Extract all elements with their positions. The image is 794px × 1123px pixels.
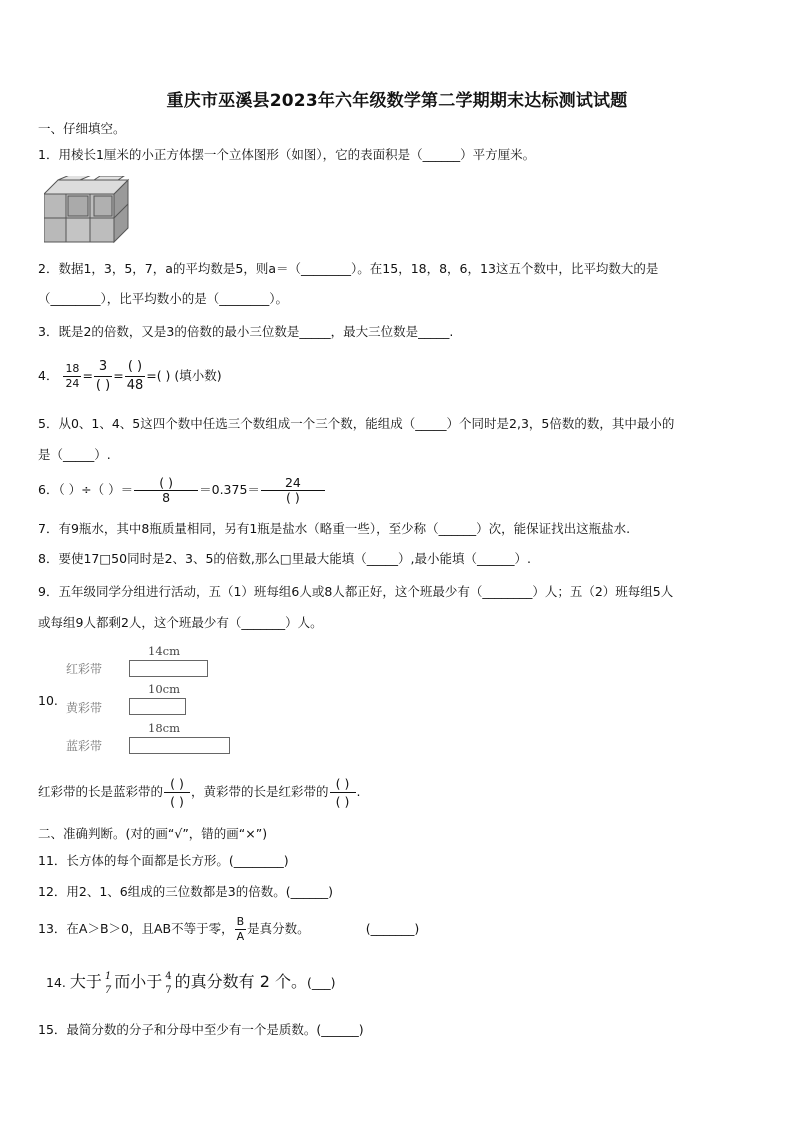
section-heading-fill-in: 一、仔细填空。 [38, 121, 126, 136]
q6-prefix: 6．（ ）÷（ ）＝ [38, 482, 134, 497]
q14-f2-denominator: 7 [165, 984, 172, 996]
page-title: 重庆市巫溪县2023年六年级数学第二学期期末达标测试试题 [166, 91, 628, 111]
q13-post: 是真分数。 [247, 921, 310, 936]
q6-fraction-1 [134, 476, 198, 505]
q4-f2-denominator: ( ) [95, 378, 111, 393]
q4-f1-denominator: 24 [65, 377, 80, 390]
q10-f2-numerator: ( ) [330, 775, 356, 793]
q14-blank: (___) [307, 975, 336, 990]
q14-fraction-1 [103, 970, 113, 998]
q10-text-2: ，黄彩带的长是红彩带的 [191, 784, 329, 799]
q14-fraction-2 [163, 970, 173, 998]
question-6 [38, 472, 326, 508]
question-15: 15．最简分数的分子和分母中至少有一个是质数。(______) [38, 1022, 364, 1037]
q6-f1-denominator: 8 [162, 490, 171, 505]
question-4 [38, 356, 222, 396]
cube-figure [44, 176, 134, 246]
question-12: 12．用2、1、6组成的三位数都是3的倍数。(______) [38, 884, 333, 899]
yellow-ribbon-bar [129, 698, 186, 715]
q14-f2-numerator: 4 [165, 970, 172, 982]
q4-f3-denominator: 48 [126, 378, 144, 393]
q4-f2-numerator: 3 [94, 358, 112, 377]
q10-f2-denominator: ( ) [335, 794, 350, 809]
question-3: 3．既是2的倍数，又是3的倍数的最小三位数是_____，最大三位数是_____. [38, 324, 454, 339]
question-5-line-1: 5．从0、1、4、5这四个数中任选三个数组成一个三个数，能组成（_____）个同时是2,3，5倍数的数，其中最小的 [38, 416, 675, 431]
q6-f2-denominator: ( ) [286, 490, 300, 505]
q10-text-1: 红彩带的长是蓝彩带的 [38, 784, 164, 799]
q13-denominator: A [236, 930, 245, 943]
question-9-line-2: 或每组9人都剩2人，这个班最少有（_______）人。 [38, 615, 323, 630]
q6-f2-numerator: 24 [261, 476, 325, 491]
q6-fraction-2 [261, 476, 325, 505]
question-2-line-2: （________），比平均数小的是（________）。 [38, 291, 289, 306]
question-14 [46, 962, 336, 1003]
question-1: 1．用棱长1厘米的小正方体摆一个立体图形（如图），它的表面积是（______）平方厘米。 [38, 147, 536, 162]
section-heading-judgement: 二、准确判断。(对的画“√”，错的画“×”) [38, 826, 268, 841]
q4-fraction-3 [125, 358, 146, 395]
q10-fraction-1 [164, 775, 190, 810]
q4-f1-numerator: 18 [65, 362, 80, 375]
blue-ribbon-label: 蓝彩带 [66, 739, 103, 753]
question-11: 11．长方体的每个面都是长方形。(________) [38, 853, 289, 868]
red-ribbon-length: 14cm [148, 644, 180, 658]
q14-text-3: 的真分数有 2 个。 [174, 972, 308, 991]
q13-fraction [235, 915, 247, 944]
question-7: 7．有9瓶水，其中8瓶质量相同，另有1瓶是盐水（略重一些），至少称（______）次，能保证找出这瓶盐水. [38, 521, 631, 536]
q14-f1-numerator: 1 [104, 970, 112, 982]
q10-f1-numerator: ( ) [164, 775, 190, 793]
red-ribbon-label: 红彩带 [66, 662, 103, 676]
question-5-line-2: 是（_____）. [38, 447, 111, 462]
red-ribbon-bar [129, 660, 208, 677]
yellow-ribbon-label: 黄彩带 [66, 701, 103, 715]
q4-equals-2: = [113, 368, 124, 383]
q6-middle: ＝0.375＝ [199, 482, 260, 497]
question-10-text [38, 772, 361, 812]
q10-number: 10. [38, 693, 58, 708]
q13-blank: (_______) [365, 921, 420, 936]
question-9-line-1: 9．五年级同学分组进行活动，五（1）班每组6人或8人都正好，这个班最少有（________）人；五（2）班每组5人 [38, 584, 674, 599]
q10-fraction-2 [330, 775, 356, 810]
q4-equals: = [82, 368, 93, 383]
question-8: 8．要使17□50同时是2、3、5的倍数,那么□里最大能填（_____）,最小能填（______）. [38, 551, 531, 566]
q13-prefix: 13．在A＞B＞0，且AB不等于零， [38, 921, 234, 936]
q10-end: . [356, 784, 361, 799]
q14-text-1: 大于 [69, 972, 102, 991]
q14-f1-denominator: 7 [104, 984, 112, 996]
q13-numerator: B [236, 915, 245, 928]
yellow-ribbon-length: 10cm [148, 682, 180, 696]
q4-fraction-2 [94, 358, 112, 395]
q10-f1-denominator: ( ) [170, 794, 184, 809]
q14-text-2: 而小于 [114, 972, 163, 991]
question-13 [38, 912, 419, 946]
question-2-line-1: 2．数据1，3，5，7，a的平均数是5，则a＝（________）。在15，18，8，6，13这五个数中，比平均数大的是 [38, 261, 659, 276]
q14-number: 14. [46, 975, 66, 990]
q4-tail: =( ) (填小数) [146, 368, 222, 383]
q4-f3-numerator: ( ) [125, 358, 146, 377]
q6-f1-numerator: ( ) [134, 476, 198, 491]
q4-fraction-1 [63, 362, 81, 391]
blue-ribbon-length: 18cm [148, 721, 180, 735]
q4-number: 4． [38, 368, 59, 383]
blue-ribbon-bar [129, 737, 230, 754]
